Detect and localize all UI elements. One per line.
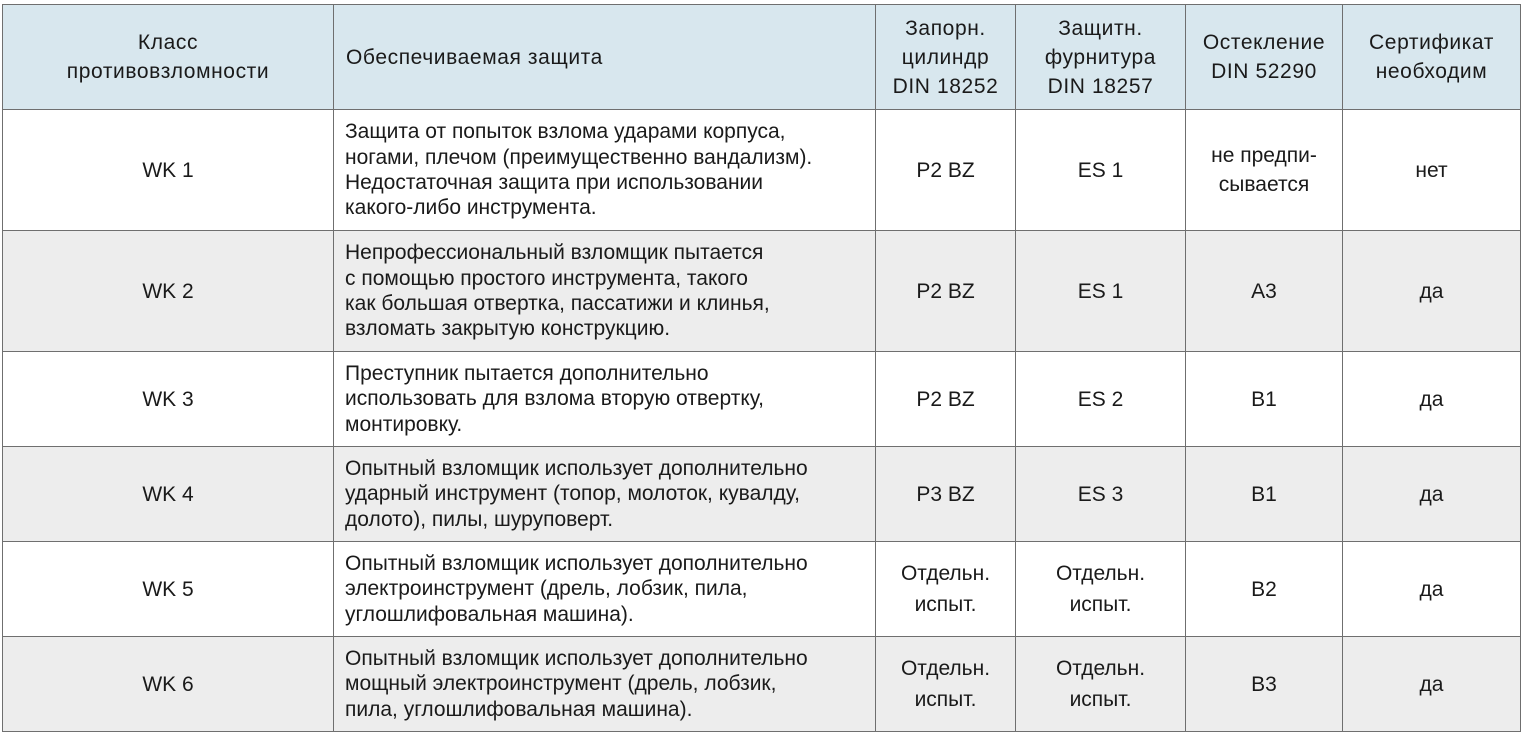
cell-glazing: B1 bbox=[1186, 447, 1343, 542]
cell-hardware: ES 1 bbox=[1016, 231, 1186, 352]
cell-protection: Опытный взломщик использует дополнительно электроинструмент (дрель, лобзик, пила, углошлифовальная машина). bbox=[334, 542, 876, 637]
cell-protection: Преступник пытается дополнительно использовать для взлома вторую отвертку, монтировку. bbox=[334, 352, 876, 447]
cell-class: WK 5 bbox=[3, 542, 334, 637]
cell-glazing: B2 bbox=[1186, 542, 1343, 637]
cell-cylinder: P2 BZ bbox=[876, 231, 1016, 352]
cell-class: WK 6 bbox=[3, 637, 334, 732]
header-protection: Обеспечиваемая защита bbox=[334, 5, 876, 110]
burglary-resistance-table bbox=[2, 4, 1521, 732]
cell-cylinder: P2 BZ bbox=[876, 110, 1016, 231]
header-certificate: Сертификат необходим bbox=[1343, 5, 1521, 110]
header-cylinder: Запорн. цилиндр DIN 18252 bbox=[876, 5, 1016, 110]
cell-glazing: не предпи- сывается bbox=[1186, 110, 1343, 231]
table-row bbox=[3, 352, 1521, 447]
cell-certificate: да bbox=[1343, 637, 1521, 732]
cell-hardware: Отдельн. испыт. bbox=[1016, 542, 1186, 637]
table-row bbox=[3, 110, 1521, 231]
cell-protection: Защита от попыток взлома ударами корпуса, ногами, плечом (преимущественно вандализм). Недостаточная защита при использовании какого-либо инструмента. bbox=[334, 110, 876, 231]
cell-cylinder: Отдельн. испыт. bbox=[876, 637, 1016, 732]
cell-class: WK 4 bbox=[3, 447, 334, 542]
burglary-resistance-table-container bbox=[2, 4, 1521, 732]
cell-cylinder: P3 BZ bbox=[876, 447, 1016, 542]
cell-cylinder: Отдельн. испыт. bbox=[876, 542, 1016, 637]
cell-certificate: да bbox=[1343, 231, 1521, 352]
table-body bbox=[3, 110, 1521, 732]
cell-class: WK 3 bbox=[3, 352, 334, 447]
cell-protection: Непрофессиональный взломщик пытается с помощью простого инструмента, такого как большая отвертка, пассатижи и клинья, взломать закрытую конструкцию. bbox=[334, 231, 876, 352]
cell-hardware: Отдельн. испыт. bbox=[1016, 637, 1186, 732]
cell-hardware: ES 1 bbox=[1016, 110, 1186, 231]
cell-protection: Опытный взломщик использует дополнительно ударный инструмент (топор, молоток, кувалду, долото), пилы, шуруповерт. bbox=[334, 447, 876, 542]
cell-class: WK 1 bbox=[3, 110, 334, 231]
header-class: Класс противовзломности bbox=[3, 5, 334, 110]
table-header bbox=[3, 5, 1521, 110]
header-glazing: Остекление DIN 52290 bbox=[1186, 5, 1343, 110]
table-row bbox=[3, 231, 1521, 352]
cell-glazing: B1 bbox=[1186, 352, 1343, 447]
table-row bbox=[3, 542, 1521, 637]
cell-hardware: ES 2 bbox=[1016, 352, 1186, 447]
cell-certificate: нет bbox=[1343, 110, 1521, 231]
cell-cylinder: P2 BZ bbox=[876, 352, 1016, 447]
cell-certificate: да bbox=[1343, 352, 1521, 447]
table-row bbox=[3, 447, 1521, 542]
cell-class: WK 2 bbox=[3, 231, 334, 352]
cell-certificate: да bbox=[1343, 447, 1521, 542]
cell-certificate: да bbox=[1343, 542, 1521, 637]
cell-glazing: B3 bbox=[1186, 637, 1343, 732]
cell-protection: Опытный взломщик использует дополнительно мощный электроинструмент (дрель, лобзик, пила, углошлифовальная машина). bbox=[334, 637, 876, 732]
header-hardware: Защитн. фурнитура DIN 18257 bbox=[1016, 5, 1186, 110]
cell-glazing: A3 bbox=[1186, 231, 1343, 352]
table-row bbox=[3, 637, 1521, 732]
header-row bbox=[3, 5, 1521, 110]
cell-hardware: ES 3 bbox=[1016, 447, 1186, 542]
